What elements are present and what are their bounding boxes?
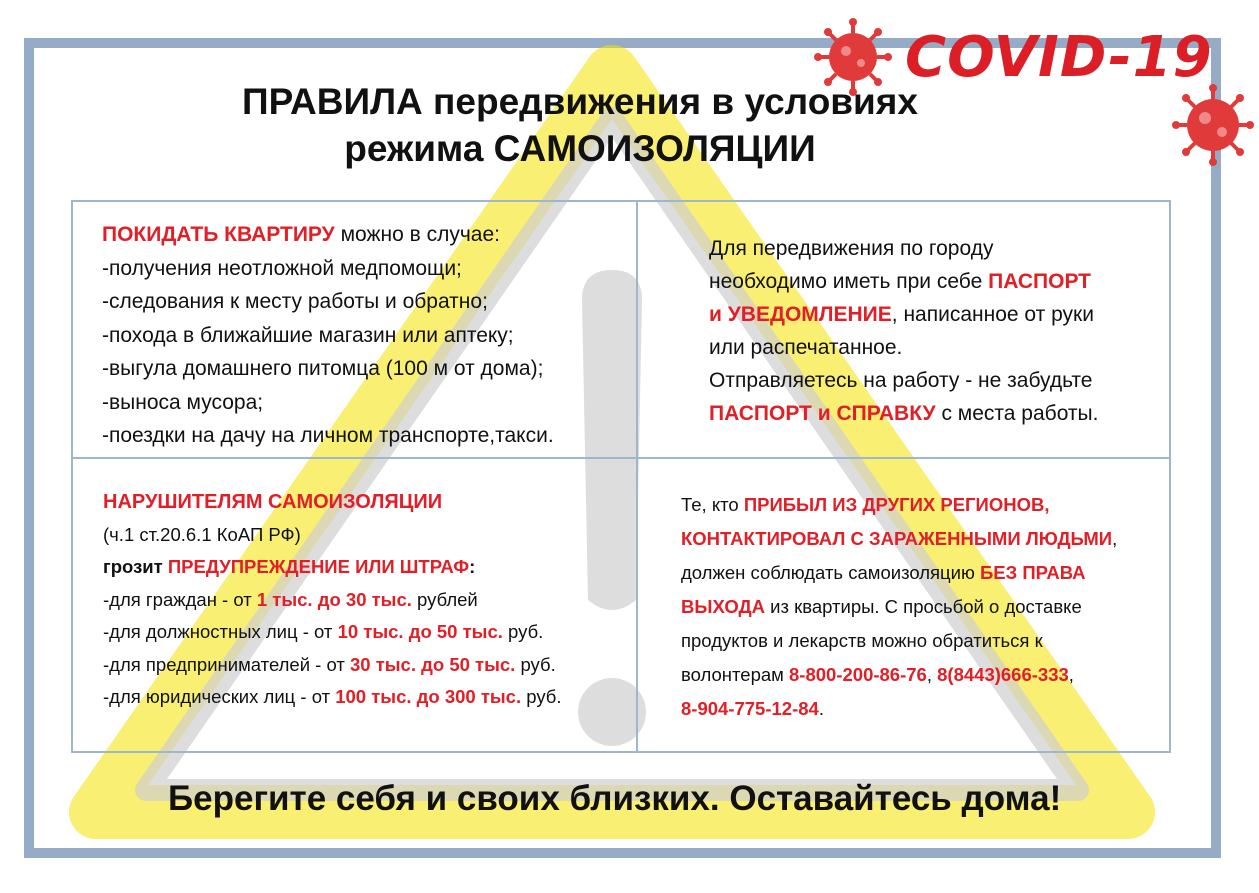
phone-number: 8-904-775-12-84	[681, 698, 819, 719]
grid-divider-horizontal	[71, 457, 1171, 459]
violators-section	[103, 486, 633, 714]
documents-line: или распечатанное.	[709, 336, 903, 359]
documents-line: необходимо иметь при себе ПАСПОРТ	[709, 270, 1092, 293]
arrivals-line: Те, кто ПРИБЫЛ ИЗ ДРУГИХ РЕГИОНОВ,	[681, 494, 1050, 515]
list-item: -следования к месту работы и обратно;	[102, 290, 488, 313]
fine-item: -для юридических лиц - от 100 тыс. до 300 тыс. руб.	[103, 686, 562, 707]
list-item: -выгула домашнего питомца (100 м от дома);	[102, 357, 544, 380]
documents-line: Отправляетесь на работу - не забудьте	[709, 369, 1093, 392]
arrivals-line: 8-904-775-12-84.	[681, 698, 824, 719]
grid-divider-vertical	[636, 200, 638, 753]
arrivals-line: волонтерам 8-800-200-86-76, 8(8443)666-333,	[681, 664, 1074, 685]
fine-item: -для граждан - от 1 тыс. до 30 тыс. рублей	[103, 588, 478, 610]
footer-slogan: Берегите себя и своих близких. Оставайтесь дома!	[168, 779, 1062, 818]
page-title	[230, 78, 930, 172]
arrivals-line: продуктов и лекарств можно обратиться к	[681, 630, 1043, 651]
arrivals-line: ВЫХОДА из квартиры. С просьбой о доставке	[681, 596, 1082, 617]
documents-line: Для передвижения по городу	[709, 237, 994, 260]
arrivals-line: должен соблюдать самоизоляцию БЕЗ ПРАВА	[681, 562, 1086, 583]
title-line-1: ПРАВИЛА передвижения в условиях	[242, 81, 918, 122]
list-item: -поездки на дачу на личном транспорте,такси.	[102, 424, 554, 447]
fine-item: -для предпринимателей - от 30 тыс. до 50 тыс. руб.	[103, 653, 556, 675]
covid-logo: COVID-19	[905, 25, 1213, 90]
virus-icon	[1172, 84, 1254, 166]
list-item: -получения неотложной медпомощи;	[102, 256, 462, 280]
leave-home-heading: ПОКИДАТЬ КВАРТИРУ можно в случае:	[102, 223, 500, 246]
documents-line: и УВЕДОМЛЕНИЕ, написанное от руки	[709, 303, 1094, 326]
threat-line: грозит ПРЕДУПРЕЖДЕНИЕ ИЛИ ШТРАФ:	[103, 556, 476, 577]
arrivals-section	[681, 488, 1151, 726]
law-reference: (ч.1 ст.20.6.1 КоАП РФ)	[103, 523, 301, 545]
documents-section	[709, 232, 1149, 430]
leave-home-section	[102, 218, 622, 453]
title-line-2: режима САМОИЗОЛЯЦИИ	[344, 128, 816, 169]
phone-number: 8(8443)666-333	[937, 664, 1069, 685]
fine-item: -для должностных лиц - от 10 тыс. до 50 тыс. руб.	[103, 621, 544, 642]
list-item: -выноса мусора;	[102, 390, 264, 414]
list-item: -похода в ближайшие магазин или аптеку;	[102, 323, 514, 347]
phone-number: 8-800-200-86-76	[789, 664, 927, 685]
documents-line: ПАСПОРТ и СПРАВКУ с места работы.	[709, 402, 1099, 425]
violators-heading: НАРУШИТЕЛЯМ САМОИЗОЛЯЦИИ	[103, 491, 443, 513]
arrivals-line: КОНТАКТИРОВАЛ С ЗАРАЖЕННЫМИ ЛЮДЬМИ,	[681, 528, 1118, 549]
